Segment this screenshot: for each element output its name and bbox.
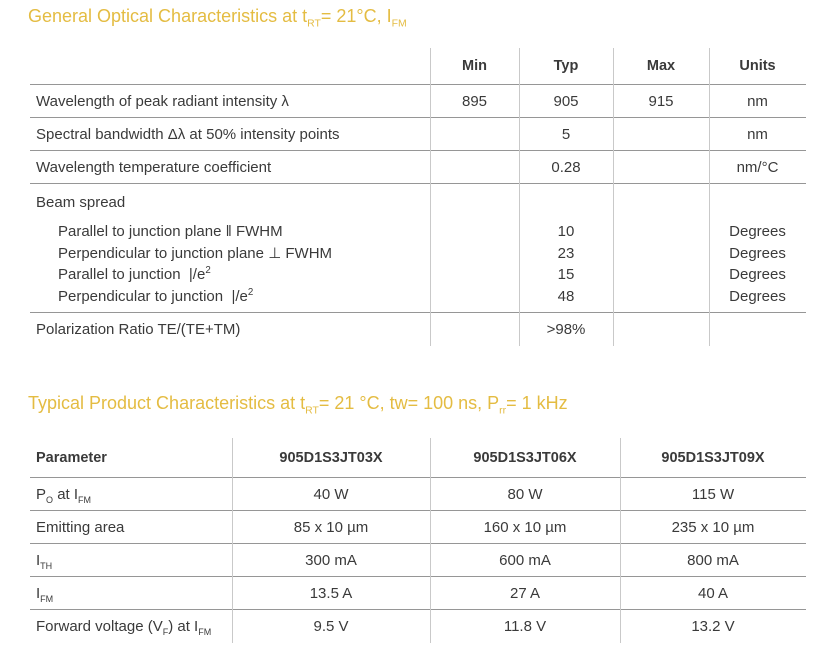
group-label: Beam spread bbox=[36, 194, 126, 211]
header-cell-units: Units bbox=[739, 58, 776, 74]
row-label: Perpendicular to junction plane ⊥ FWHM bbox=[58, 244, 333, 262]
row-label: Emitting area bbox=[36, 518, 125, 536]
typ-value: 15 bbox=[557, 266, 575, 283]
value-03x: 85 x 10 µm bbox=[293, 518, 369, 536]
header-cell-model-03x: 905D1S3JT03X bbox=[279, 449, 383, 466]
header-cell-model-06x: 905D1S3JT06X bbox=[473, 449, 577, 466]
table-row bbox=[30, 85, 806, 118]
value-06x: 80 W bbox=[507, 485, 543, 503]
table-row bbox=[30, 313, 806, 346]
section2-title: Typical Product Characteristics at $t_{RT}= 21$ °C, tw= 100 ns, $P_{rr}= 1$ kHz bbox=[28, 393, 568, 417]
general-optical-table bbox=[30, 48, 806, 346]
units-value: Degrees bbox=[729, 287, 786, 305]
beam-spread-group bbox=[30, 184, 806, 313]
table-row bbox=[30, 151, 806, 184]
table-header-row bbox=[30, 438, 806, 478]
table-row bbox=[30, 478, 806, 511]
value-03x: 9.5 V bbox=[313, 618, 349, 635]
row-label: $P_O$ at $I_{FM}$ bbox=[36, 485, 92, 505]
units-value: Degrees bbox=[729, 244, 786, 262]
column-divider-line bbox=[620, 438, 621, 643]
row-label: Wavelength temperature coefficient bbox=[36, 158, 272, 176]
section1-title: General Optical Characteristics at $t_{RT}= 21^\circ C$, $I_{FM}$ bbox=[28, 6, 407, 30]
typ-value: 905 bbox=[553, 92, 579, 110]
value-06x: 160 x 10 µm bbox=[483, 518, 567, 536]
column-divider-line bbox=[709, 48, 710, 346]
header-cell-min: Min bbox=[462, 58, 487, 74]
value-06x: 27 A bbox=[509, 584, 541, 602]
header-cell-model-09x: 905D1S3JT09X bbox=[661, 449, 765, 466]
value-09x: 13.2 V bbox=[691, 618, 735, 635]
value-09x: 800 mA bbox=[687, 551, 739, 569]
max-value: 915 bbox=[648, 92, 674, 110]
typ-value: >98% bbox=[546, 321, 586, 338]
table-row bbox=[30, 544, 806, 577]
value-09x: 40 A bbox=[697, 584, 729, 602]
row-label: Spectral bandwidth Δλ at 50% intensity points bbox=[36, 125, 340, 143]
product-characteristics-table bbox=[30, 438, 806, 643]
row-label: $I_{FM}$ bbox=[36, 584, 54, 604]
typ-value: 48 bbox=[557, 287, 575, 305]
row-label: Parallel to junction plane ‖ FWHM bbox=[58, 223, 283, 240]
typ-value: 0.28 bbox=[551, 158, 581, 176]
typ-value: 23 bbox=[557, 244, 575, 262]
units-value: nm bbox=[747, 92, 768, 110]
value-09x: 115 W bbox=[691, 485, 735, 503]
value-06x: 11.8 V bbox=[503, 618, 547, 635]
units-value: Degrees bbox=[729, 266, 786, 283]
header-cell-parameter: Parameter bbox=[36, 449, 107, 466]
units-value: nm/°C bbox=[736, 158, 779, 176]
units-value: Degrees bbox=[729, 223, 786, 240]
table-row bbox=[30, 118, 806, 151]
row-label: Perpendicular to junction $|/e^2$ bbox=[58, 286, 254, 305]
value-06x: 600 mA bbox=[499, 551, 551, 569]
value-09x: 235 x 10 µm bbox=[671, 518, 755, 536]
header-cell-max: Max bbox=[646, 58, 676, 74]
header-cell-typ: Typ bbox=[553, 58, 579, 74]
typ-value: 5 bbox=[561, 125, 571, 143]
value-03x: 13.5 A bbox=[309, 584, 353, 602]
column-divider-line bbox=[232, 438, 233, 643]
min-value: 895 bbox=[461, 92, 488, 110]
beam-spread-typ-values bbox=[519, 184, 613, 307]
row-label: Wavelength of peak radiant intensity λ bbox=[36, 92, 289, 110]
units-value: nm bbox=[747, 125, 768, 143]
value-03x: 40 W bbox=[313, 485, 349, 503]
row-label: Forward voltage $(V_F)$ at $I_{FM}$ bbox=[36, 618, 212, 637]
table-row bbox=[30, 610, 806, 643]
column-divider-line bbox=[430, 438, 431, 643]
beam-spread-labels bbox=[30, 184, 430, 307]
row-label: Parallel to junction $|/e^2$ bbox=[58, 265, 211, 283]
table-header-row bbox=[30, 48, 806, 85]
typ-value: 10 bbox=[557, 223, 575, 240]
beam-spread-units bbox=[709, 184, 806, 307]
column-divider-line bbox=[430, 48, 431, 346]
column-divider-line bbox=[519, 48, 520, 346]
table-row bbox=[30, 577, 806, 610]
value-03x: 300 mA bbox=[305, 551, 357, 569]
row-label: $I_{TH}$ bbox=[36, 551, 53, 571]
row-label: Polarization Ratio TE/(TE+TM) bbox=[36, 321, 241, 338]
table-row bbox=[30, 511, 806, 544]
column-divider-line bbox=[613, 48, 614, 346]
